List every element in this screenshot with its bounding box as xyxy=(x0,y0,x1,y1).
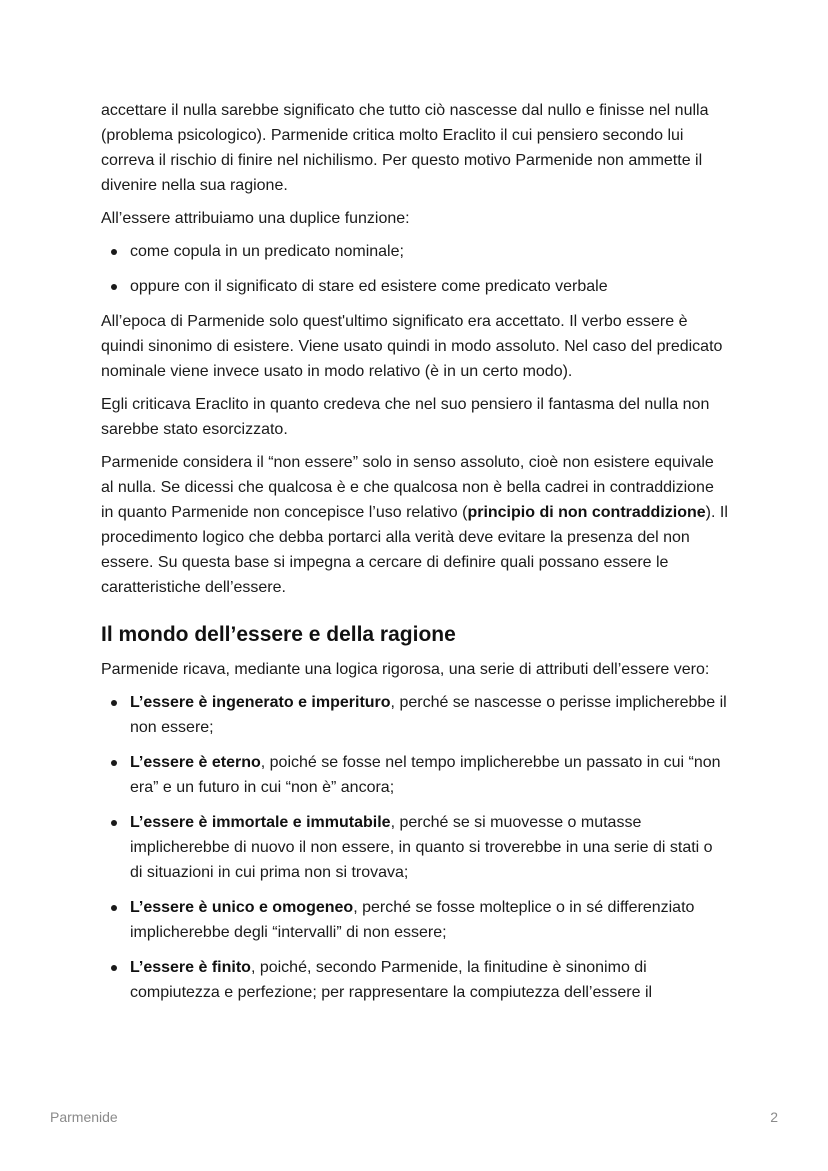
attribute-text: , perché se nascesse o perisse implicherebbe il non essere; xyxy=(130,694,727,736)
list-item xyxy=(101,810,729,885)
text-run: Parmenide considera il “non essere” solo in senso assoluto, cioè non esistere equivale al nulla. Se dicessi che qualcosa è e che qualcosa non è bella cadrei in contraddizione in quanto Parmenide non concepisce l’uso relativo ( xyxy=(101,454,714,521)
list-item: oppure con il significato di stare ed esistere come predicato verbale xyxy=(101,274,729,299)
attribute-title: L’essere è immortale e immutabile xyxy=(130,814,391,831)
text-run: ). Il procedimento logico che debba portarci alla verità deve evitare la presenza del non essere. Su questa base si impegna a cercare di definire quali possano essere le caratteristiche dell’essere. xyxy=(101,504,728,596)
attribute-text: , perché se fosse molteplice o in sé differenziato implicherebbe degli “intervalli” di non essere; xyxy=(130,899,695,941)
document-body xyxy=(101,98,729,1015)
bold-term: principio di non contraddizione xyxy=(467,504,706,521)
page-number: 2 xyxy=(770,1109,778,1125)
attribute-text: , poiché se fosse nel tempo implicherebbe un passato in cui “non era” e un futuro in cui “non è” ancora; xyxy=(130,754,721,796)
paragraph: Egli criticava Eraclito in quanto credeva che nel suo pensiero il fantasma del nulla non sarebbe stato esorcizzato. xyxy=(101,396,710,438)
paragraph: All’epoca di Parmenide solo quest'ultimo significato era accettato. Il verbo essere è quindi sinonimo di esistere. Viene usato quindi in modo assoluto. Nel caso del predicato nominale viene invece usato in modo relativo (è in un certo modo). xyxy=(101,313,723,380)
paragraph: Parmenide ricava, mediante una logica rigorosa, una serie di attributi dell’essere vero: xyxy=(101,661,710,678)
section-heading: Il mondo dell’essere e della ragione xyxy=(101,623,456,646)
list-item xyxy=(101,750,729,800)
attribute-text: , poiché, secondo Parmenide, la finitudine è sinonimo di compiutezza e perfezione; per rappresentare la compiutezza dell’essere il xyxy=(130,959,653,1001)
list-item xyxy=(101,955,729,1005)
attribute-title: L’essere è eterno xyxy=(130,754,261,771)
paragraph: All’essere attribuiamo una duplice funzione: xyxy=(101,210,410,227)
attributes-list xyxy=(101,690,729,1005)
paragraph: accettare il nulla sarebbe significato che tutto ciò nascesse dal nullo e finisse nel nulla (problema psicologico). Parmenide critica molto Eraclito il cui pensiero secondo lui correva il rischio di finire nel nichilismo. Per questo motivo Parmenide non ammette il divenire nella sua ragione. xyxy=(101,102,709,194)
attribute-text: , perché se si muovesse o mutasse implicherebbe di nuovo il non essere, in quanto si troverebbe in una serie di stati o di situazioni in cui prima non si trovava; xyxy=(130,814,713,881)
list-item xyxy=(101,895,729,945)
footer-title: Parmenide xyxy=(50,1109,118,1125)
paragraph xyxy=(101,450,729,600)
attribute-title: L’essere è ingenerato e imperituro xyxy=(130,694,391,711)
attribute-title: L’essere è finito xyxy=(130,959,251,976)
functions-list xyxy=(101,239,729,299)
list-item xyxy=(101,690,729,740)
attribute-title: L’essere è unico e omogeneo xyxy=(130,899,354,916)
list-item: come copula in un predicato nominale; xyxy=(101,239,729,264)
